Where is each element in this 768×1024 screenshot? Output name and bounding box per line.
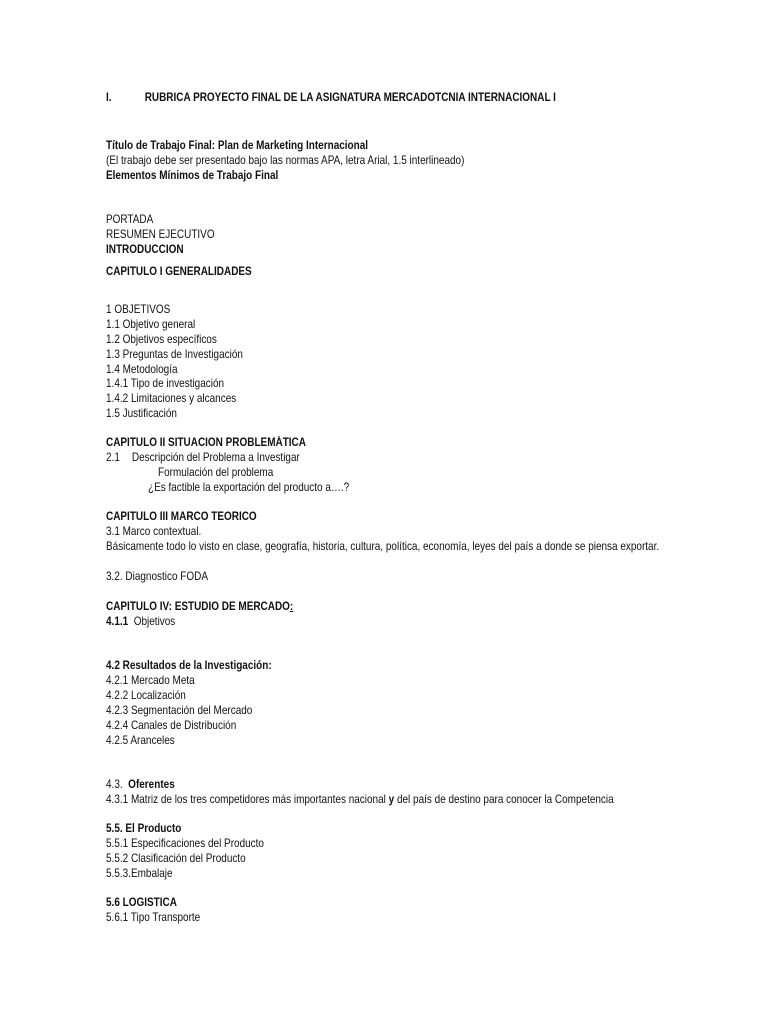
portada-item: PORTADA bbox=[106, 213, 154, 226]
cap1-item: 1.1 Objetivo general bbox=[106, 318, 196, 331]
cap4-objetivos-number: 4.1.1 bbox=[106, 615, 129, 628]
producto-item: 5.5.1 Especificaciones del Producto bbox=[106, 837, 264, 850]
oferentes-title: Oferentes bbox=[128, 778, 175, 791]
cap2-heading: CAPITULO II SITUACION PROBLEMÁTICA bbox=[106, 436, 306, 449]
cap1-item: 1.4 Metodología bbox=[106, 363, 178, 376]
oferentes-item-text-b: del país de destino para conocer la Competencia bbox=[394, 793, 614, 806]
oferentes-heading bbox=[106, 778, 175, 792]
introduccion-item: INTRODUCCION bbox=[106, 243, 184, 256]
cap3-heading: CAPITULO III MARCO TEORICO bbox=[106, 510, 257, 523]
cap3-item: 3.1 Marco contextual. bbox=[106, 525, 202, 538]
cap1-heading: CAPITULO I GENERALIDADES bbox=[106, 265, 252, 278]
resumen-item: RESUMEN EJECUTIVO bbox=[106, 228, 215, 241]
cap4-heading bbox=[106, 600, 293, 614]
cap2-subitem: ¿Es factible la exportación del producto a….? bbox=[148, 481, 350, 494]
header-roman-numeral: I. bbox=[106, 91, 112, 104]
cap1-item: 1.4.1 Tipo de investigación bbox=[106, 377, 225, 390]
format-note: (El trabajo debe ser presentado bajo las normas APA, letra Arial, 1.5 interlineado) bbox=[106, 154, 465, 167]
logistica-item: 5.6.1 Tipo Transporte bbox=[106, 911, 201, 924]
resultados-item: 4.2.2 Localización bbox=[106, 689, 186, 702]
document-header bbox=[106, 91, 556, 105]
producto-heading: 5.5. El Producto bbox=[106, 822, 182, 835]
oferentes-number: 4.3. bbox=[106, 778, 123, 791]
logistica-heading: 5.6 LOGISTICA bbox=[106, 896, 177, 909]
cap1-item: 1.5 Justificación bbox=[106, 407, 177, 420]
oferentes-item-text-a: 4.3.1 Matriz de los tres competidores más importantes nacional bbox=[106, 793, 389, 806]
cap1-item: 1.3 Preguntas de Investigación bbox=[106, 348, 243, 361]
cap2-item bbox=[106, 451, 300, 465]
resultados-item: 4.2.5 Aranceles bbox=[106, 734, 175, 747]
cap4-title: CAPITULO IV: ESTUDIO DE MERCADO bbox=[106, 600, 290, 613]
resultados-item: 4.2.3 Segmentación del Mercado bbox=[106, 704, 253, 717]
resultados-item: 4.2.1 Mercado Meta bbox=[106, 674, 195, 687]
cap2-item-number: 2.1 bbox=[106, 451, 120, 464]
cap4-title-colon: : bbox=[289, 600, 294, 613]
resultados-item: 4.2.4 Canales de Distribución bbox=[106, 719, 237, 732]
cap4-objetivos bbox=[106, 615, 175, 629]
cap2-item-text: Descripción del Problema a Investigar bbox=[131, 451, 300, 464]
header-title: RUBRICA PROYECTO FINAL DE LA ASIGNATURA MERCADOTCNIA INTERNACIONAL I bbox=[144, 91, 556, 104]
producto-item: 5.5.2 Clasificación del Producto bbox=[106, 852, 246, 865]
cap2-subitem: Formulación del problema bbox=[158, 466, 274, 479]
trabajo-title: Título de Trabajo Final: Plan de Marketing Internacional bbox=[106, 139, 369, 152]
cap1-item: 1 OBJETIVOS bbox=[106, 303, 171, 316]
producto-item: 5.5.3.Embalaje bbox=[106, 867, 173, 880]
cap1-item: 1.2 Objetivos específicos bbox=[106, 333, 217, 346]
cap4-objetivos-text: Objetivos bbox=[133, 615, 176, 628]
cap3-paragraph: Básicamente todo lo visto en clase, geografía, historia, cultura, política, economía, leyes del país a donde se piensa exportar. bbox=[106, 540, 660, 553]
cap3-item: 3.2. Diagnostico FODA bbox=[106, 570, 208, 583]
cap1-item: 1.4.2 Limitaciones y alcances bbox=[106, 392, 237, 405]
oferentes-item-y: y bbox=[388, 793, 395, 806]
oferentes-item bbox=[106, 793, 614, 807]
minimos-heading: Elementos Mínimos de Trabajo Final bbox=[106, 169, 279, 182]
resultados-heading: 4.2 Resultados de la Investigación: bbox=[106, 659, 272, 672]
